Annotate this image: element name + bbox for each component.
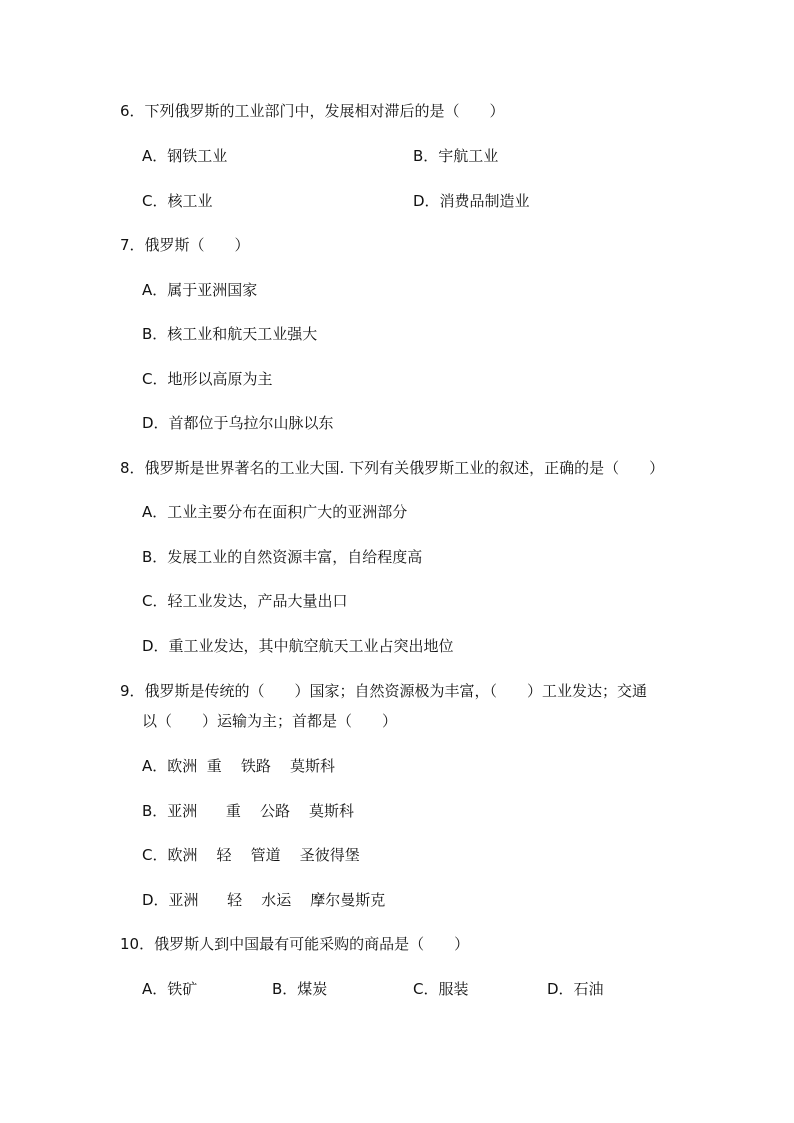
question-9-stem-line-2: 以（ ）运输为主；首都是（ ）: [142, 712, 398, 730]
question-6-option-c: C．核工业: [142, 192, 213, 210]
question-7-option-b: B．核工业和航天工业强大: [142, 325, 318, 343]
question-9-option-d: D．亚洲 轻 水运 摩尔曼斯克: [142, 891, 386, 909]
question-6-option-b: B．宇航工业: [413, 147, 499, 165]
question-6-option-a: A．钢铁工业: [142, 147, 228, 165]
question-6-stem: 6．下列俄罗斯的工业部门中，发展相对滞后的是（ ）: [120, 102, 505, 120]
question-8-option-c: C．轻工业发达，产品大量出口: [142, 592, 348, 610]
question-9-stem-line-1: 9．俄罗斯是传统的（ ）国家；自然资源极为丰富，（ ）工业发达；交通: [120, 682, 648, 700]
question-8-option-b: B．发展工业的自然资源丰富，自给程度高: [142, 548, 423, 566]
question-6-option-d: D．消费品制造业: [413, 192, 530, 210]
question-9-option-b: B．亚洲 重 公路 莫斯科: [142, 802, 355, 820]
question-9-option-c: C．欧洲 轻 管道 圣彼得堡: [142, 846, 360, 864]
question-8-stem: 8．俄罗斯是世界著名的工业大国. 下列有关俄罗斯工业的叙述，正确的是（ ）: [120, 459, 665, 477]
question-8-option-a: A．工业主要分布在面积广大的亚洲部分: [142, 503, 408, 521]
question-10-stem: 10．俄罗斯人到中国最有可能采购的商品是（ ）: [120, 935, 470, 953]
question-8-option-d: D．重工业发达，其中航空航天工业占突出地位: [142, 637, 454, 655]
question-7-option-d: D．首都位于乌拉尔山脉以东: [142, 414, 334, 432]
question-9-option-a: A．欧洲 重 铁路 莫斯科: [142, 757, 335, 775]
question-10-option-c: C．服装: [413, 980, 469, 998]
question-10-option-b: B．煤炭: [272, 980, 328, 998]
question-7-option-a: A．属于亚洲国家: [142, 281, 258, 299]
question-10-option-a: A．铁矿: [142, 980, 198, 998]
question-7-stem: 7．俄罗斯（ ）: [120, 236, 250, 254]
question-10-option-d: D．石油: [547, 980, 604, 998]
question-7-option-c: C．地形以高原为主: [142, 370, 273, 388]
